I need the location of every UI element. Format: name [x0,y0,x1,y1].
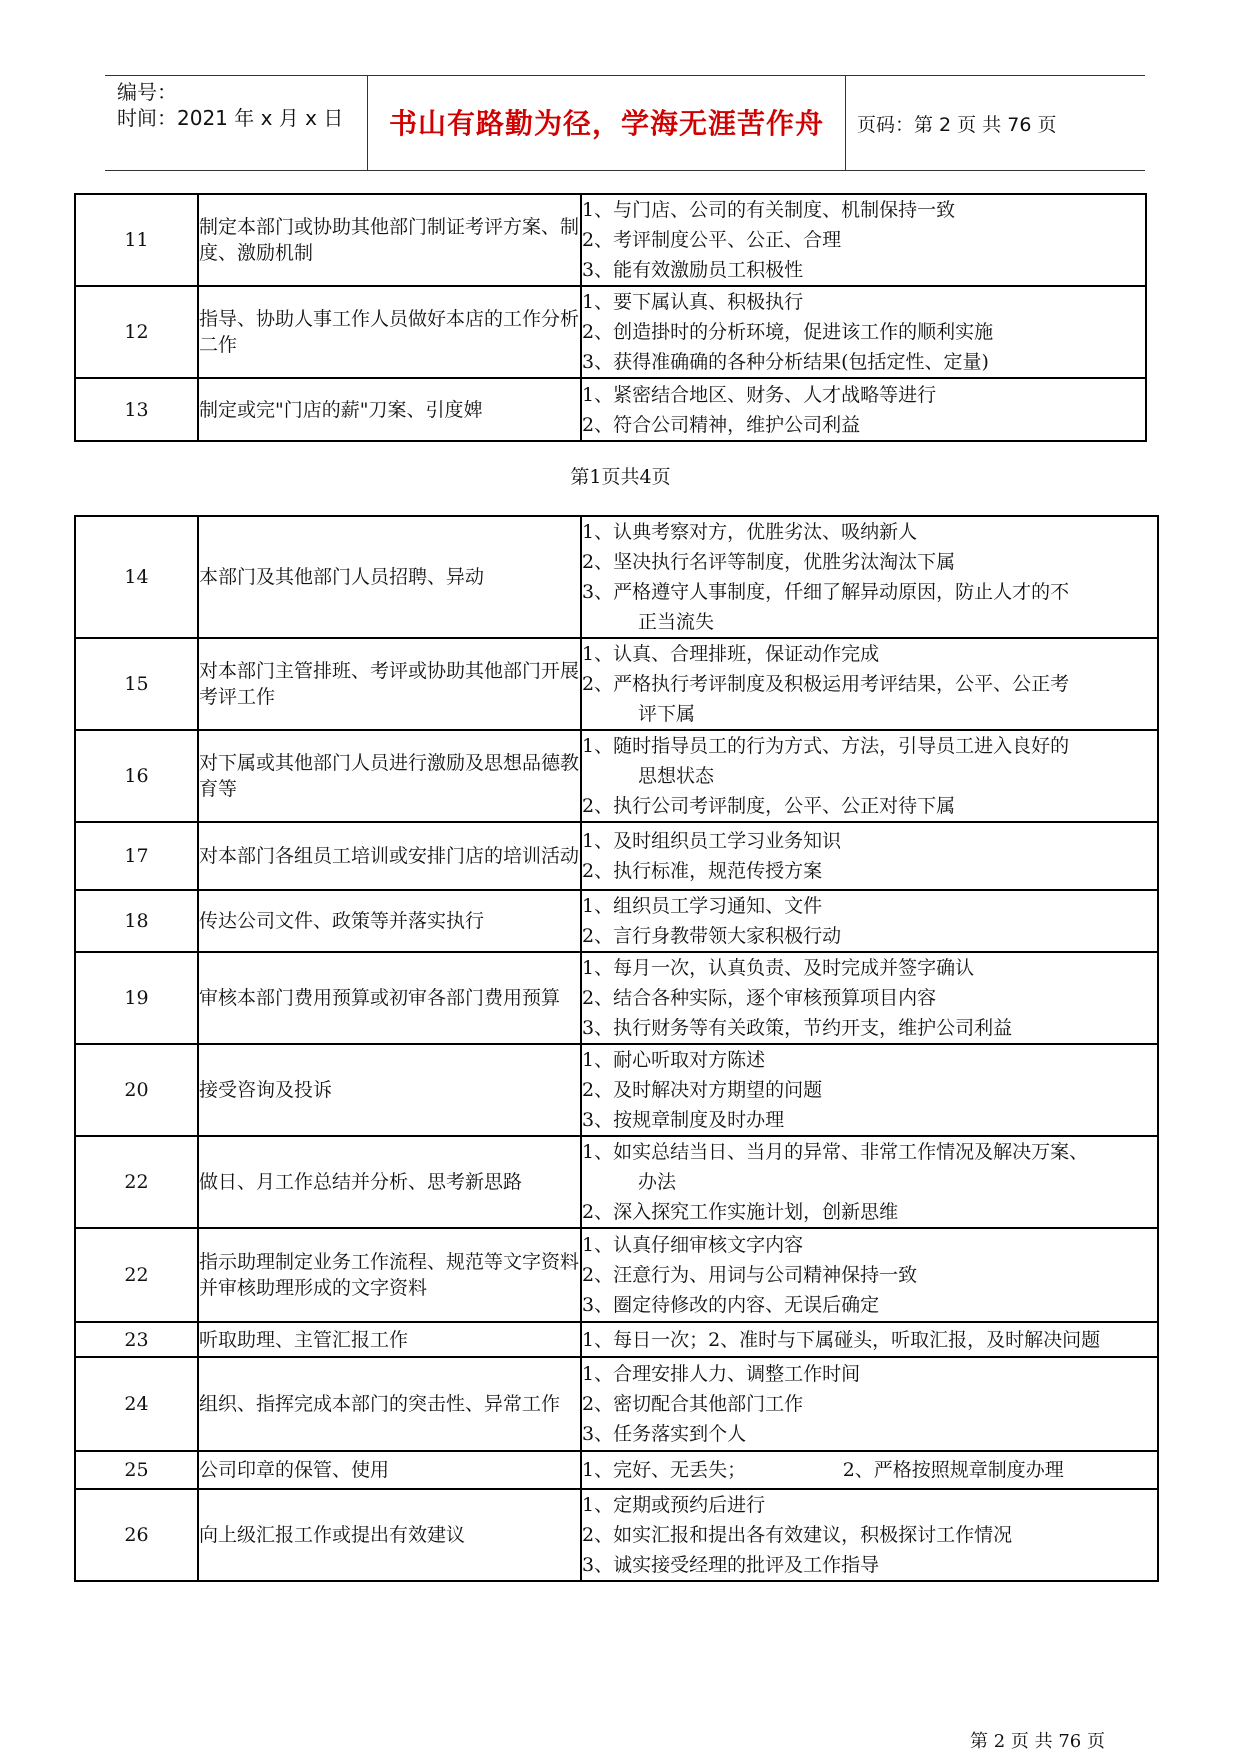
standard-line: 2、符合公司精神，维护公司利益 [582,413,861,436]
standard-line: 3、按规章制度及时办理 [582,1109,785,1131]
row-number: 20 [75,1044,198,1136]
standard-line: 2、深入探究工作实施计划，创新思维 [582,1201,899,1223]
row-number: 26 [75,1489,198,1581]
standards-cell [581,1489,1158,1581]
row-number: 23 [75,1322,198,1357]
standards-cell [581,638,1158,730]
task-description: 指导、协助人事工作人员做好本店的工作分析二作 [198,286,581,378]
standard-line: 1、与门店、公司的有关制度、机制保持一致 [582,199,956,221]
standard-line: 2、结合各种实际，逐个审核预算项目内容 [582,987,937,1009]
standards-cell [581,1357,1158,1451]
row-number: 18 [75,890,198,952]
standard-line: 3、执行财务等有关政策，节约开支，维护公司利益 [582,1017,1013,1039]
standard-line: 2、言行身教带领大家积极行动 [582,925,842,947]
standards-cell [581,1136,1158,1228]
header-page-info: 页码：第 2 页 共 76 页 [857,114,1057,136]
table-row [75,1228,1158,1322]
standard-line: 3、任务落实到个人 [582,1423,747,1445]
standard-line: 评下属 [638,703,696,725]
task-description: 公司印章的保管、使用 [198,1451,581,1489]
standard-line: 1、合理安排人力、调整工作时间 [582,1363,861,1385]
header-meta [105,76,367,170]
task-description: 对本部门主管排班、考评或协助其他部门开展考评工作 [198,638,581,730]
standard-line: 2、如实汇报和提出各有效建议，积极探讨工作情况 [582,1524,1013,1546]
table-row [75,822,1158,890]
task-description: 对下属或其他部门人员进行激励及思想品德教育等 [198,730,581,822]
motto-text: 书山有路勤为径，学海无涯苦作舟 [388,107,824,140]
standard-line: 1、如实总结当日、当月的异常、非常工作情况及解决万案、 [582,1141,1089,1163]
task-description: 制定或完"门店的薪"刀案、引度婢 [198,378,581,441]
task-description: 听取助理、主管汇报工作 [198,1322,581,1357]
task-description: 做日、月工作总结并分析、思考新思路 [198,1136,581,1228]
row-number: 15 [75,638,198,730]
table-row [75,1044,1158,1136]
table-row [75,890,1158,952]
page-header [105,75,1145,171]
row-number: 16 [75,730,198,822]
row-number: 11 [75,194,198,286]
duty-table-2 [74,515,1159,1582]
task-description: 审核本部门费用预算或初审各部门费用预算 [198,952,581,1044]
document-time-label: 时间：2021 年 x 月 x 日 [117,106,344,130]
standard-line: 正当流失 [638,611,715,633]
standard-line: 1、每月一次，认真负责、及时完成并签字确认 [582,957,975,979]
standard-line: 2、及时解决对方期望的问题 [582,1079,823,1101]
page-counter-middle: 第1页共4页 [570,466,671,488]
row-number: 14 [75,516,198,638]
standard-line: 1、认真仔细审核文字内容 [582,1234,804,1256]
task-description: 本部门及其他部门人员招聘、异动 [198,516,581,638]
table-row [75,1451,1158,1489]
standards-cell [581,822,1158,890]
task-description: 对本部门各组员工培训或安排门店的培训活动 [198,822,581,890]
row-number: 25 [75,1451,198,1489]
standard-line: 1、完好、无丢失； 2、严格按照规章制度办理 [582,1459,1064,1481]
header-motto-cell [367,76,846,170]
task-description: 组织、指挥完成本部门的突击性、异常工作 [198,1357,581,1451]
table-row [75,286,1146,378]
standard-line: 2、汪意行为、用词与公司精神保持一致 [582,1264,918,1286]
task-description: 向上级汇报工作或提出有效建议 [198,1489,581,1581]
standards-cell [581,1322,1158,1357]
document-number-label: 编号： [117,80,177,104]
row-number: 19 [75,952,198,1044]
standards-cell [581,194,1146,286]
standards-cell [581,952,1158,1044]
table-row [75,378,1146,441]
table-row [75,194,1146,286]
table-row [75,952,1158,1044]
row-number: 24 [75,1357,198,1451]
task-description: 指示助理制定业务工作流程、规范等文字资料并审核助理形成的文字资料 [198,1228,581,1322]
standards-cell [581,730,1158,822]
standard-line: 3、严格遵守人事制度，仟细了解异动原因，防止人才的不 [582,581,1070,603]
page-footer: 第 2 页 共 76 页 [970,1731,1105,1752]
task-description: 传达公司文件、政策等并落实执行 [198,890,581,952]
standard-line: 1、及时组织员工学习业务知识 [582,830,842,852]
standard-line: 2、创造掛时的分析环境，促进该工作的顺利实施 [582,321,994,343]
task-description: 接受咨询及投诉 [198,1044,581,1136]
standards-cell [581,1451,1158,1489]
standard-line: 1、耐心听取对方陈述 [582,1049,766,1071]
standard-line: 2、执行公司考评制度，公平、公正对待下属 [582,795,956,817]
standard-line: 3、能有效激励员工积极性 [582,259,804,281]
standards-cell [581,890,1158,952]
standards-cell [581,516,1158,638]
standard-line: 3、诚实接受经理的批评及工作指导 [582,1554,880,1576]
row-number: 17 [75,822,198,890]
standards-cell [581,1228,1158,1322]
standard-line: 办法 [638,1171,677,1193]
standard-line: 1、随时指导员工的行为方式、方法，引导员工进入良好的 [582,735,1070,757]
row-number: 22 [75,1136,198,1228]
table-row [75,638,1158,730]
standards-cell [581,1044,1158,1136]
standard-line: 1、紧密结合地区、财务、人才战略等进行 [582,383,937,406]
standard-line: 2、密切配合其他部门工作 [582,1393,804,1415]
row-number: 13 [75,378,198,441]
standard-line: 2、执行标准，规范传授方案 [582,860,823,882]
table-row [75,516,1158,638]
standards-cell [581,378,1146,441]
standard-line: 2、考评制度公平、公正、合理 [582,229,842,251]
table-row [75,1489,1158,1581]
standard-line: 2、严格执行考评制度及积极运用考评结果，公平、公正考 [582,673,1070,695]
table-row [75,730,1158,822]
standard-line: 1、组织员工学习通知、文件 [582,895,823,917]
standard-line: 1、认真、合理排班，保证动作完成 [582,643,880,665]
standard-line: 1、定期或预约后进行 [582,1494,766,1516]
task-description: 制定本部门或协助其他部门制证考评方案、制度、激励机制 [198,194,581,286]
standard-line: 3、获得准确确的各种分析结果(包括定性、定量) [582,351,989,373]
table-row [75,1322,1158,1357]
standard-line: 1、认典考察对方，优胜劣汰、吸纳新人 [582,521,918,543]
standards-cell [581,286,1146,378]
standard-line: 1、每日一次；2、准时与下属碰头，听取汇报，及时解决问题 [582,1328,1101,1351]
standard-line: 3、圈定待修改的内容、无误后确定 [582,1294,880,1316]
table-row [75,1357,1158,1451]
standard-line: 1、要下属认真、积极执行 [582,291,804,313]
row-number: 22 [75,1228,198,1322]
standard-line: 2、坚决执行名评等制度，优胜劣汰淘汰下属 [582,551,956,573]
duty-table-1 [74,193,1147,442]
table-row [75,1136,1158,1228]
standard-line: 思想状态 [638,765,715,787]
row-number: 12 [75,286,198,378]
